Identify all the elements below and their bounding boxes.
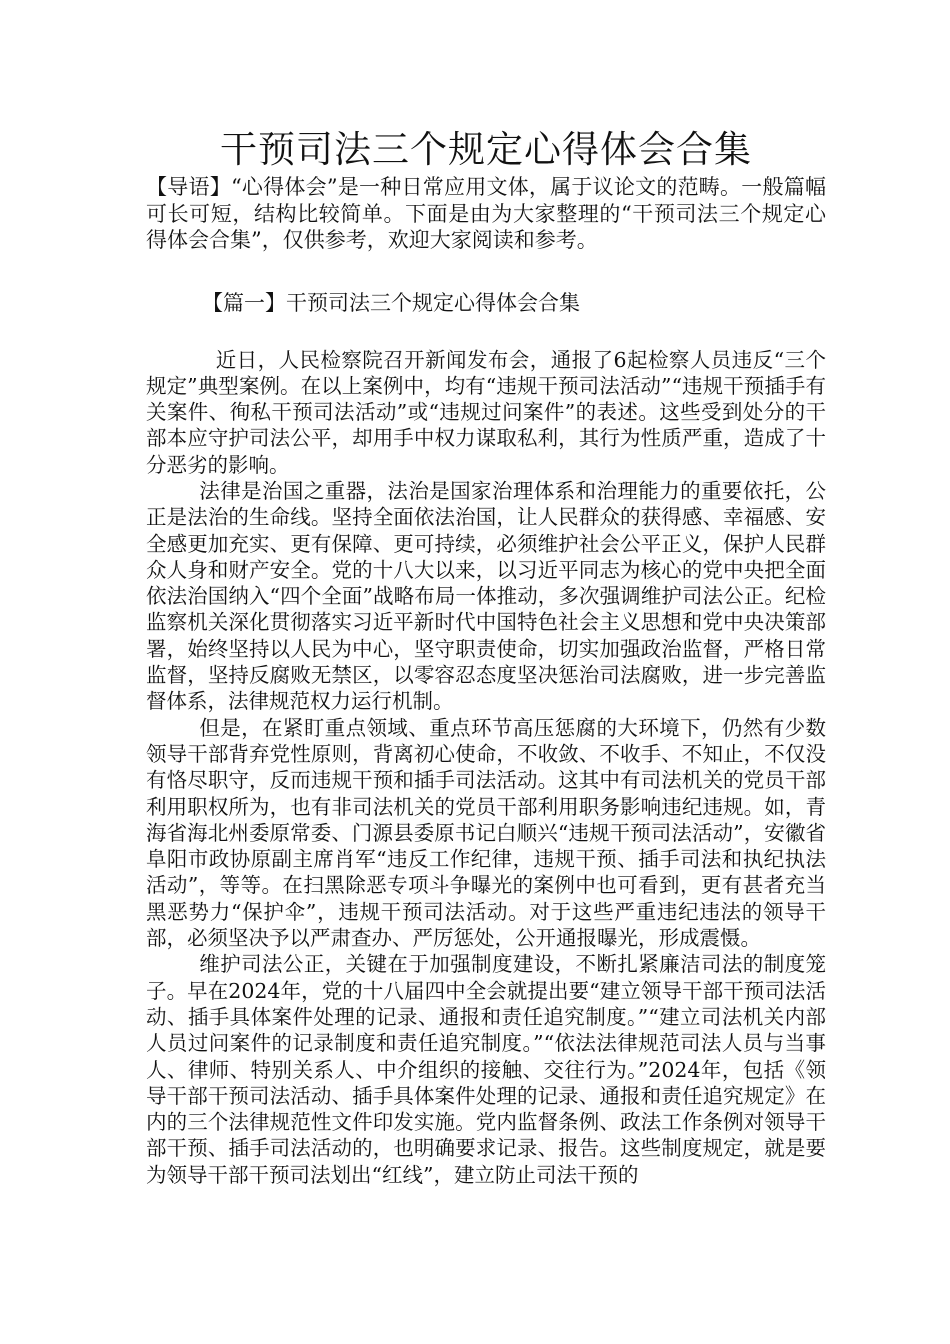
body-paragraph-1: 近日，人民检察院召开新闻发布会，通报了6起检察人员违反“三个规定”典型案例。在以上案例中，均有“违规干预司法活动”“违规干预插手有关案件、徇私干预司法活动”或“违规过问案件”的表述。这些受到处分的干部本应守护司法公平，却用手中权力谋取私利，其行为性质严重，造成了十分恶劣的影响。 (146, 347, 826, 477)
body-paragraph-3: 但是，在紧盯重点领域、重点环节高压惩腐的大环境下，仍然有少数领导干部背弃党性原则，背离初心使命，不收敛、不收手、不知止，不仅没有恪尽职守，反而违规干预和插手司法活动。这其中有司法机关的党员干部利用职权所为，也有非司法机关的党员干部利用职务影响违纪违规。如，青海省海北州委原常委、门源县委原书记白顺兴“违规干预司法活动”，安徽省阜阳市政协原副主席肖军“违反工作纪律，违规干预、插手司法和执纪执法活动”，等等。在扫黑除恶专项斗争曝光的案例中也可看到，更有甚者充当黑恶势力“保护伞”，违规干预司法活动。对于这些严重违纪违法的领导干部，必须坚决予以严肃查办、严厉惩处，公开通报曝光，形成震慑。 (146, 715, 826, 951)
intro-paragraph: 【导语】“心得体会”是一种日常应用文体，属于议论文的范畴。一般篇幅可长可短，结构比较简单。下面是由为大家整理的“干预司法三个规定心得体会合集”，仅供参考，欢迎大家阅读和参考。 (146, 175, 826, 252)
body-paragraph-2: 法律是治国之重器，法治是国家治理体系和治理能力的重要依托，公正是法治的生命线。坚持全面依法治国，让人民群众的获得感、幸福感、安全感更加充实、更有保障、更可持续，必须维护社会公平正义，保护人民群众人身和财产安全。党的十八大以来，以习近平同志为核心的党中央把全面依法治国纳入“四个全面”战略布局一体推动，多次强调维护司法公正。纪检监察机关深化贯彻落实习近平新时代中国特色社会主义思想和党中央决策部署，始终坚持以人民为中心，坚守职责使命，切实加强政治监督，严格日常监督，坚持反腐败无禁区，以零容忍态度坚决惩治司法腐败，进一步完善监督体系，法律规范权力运行机制。 (146, 478, 826, 714)
document-page (146, 128, 826, 1188)
section-heading: 【篇一】干预司法三个规定心得体会合集 (202, 290, 580, 315)
document-title: 干预司法三个规定心得体会合集 (220, 128, 752, 171)
body-paragraph-4: 维护司法公正，关键在于加强制度建设，不断扎紧廉洁司法的制度笼子。早在2024年，党的十八届四中全会就提出要“建立领导干部干预司法活动、插手具体案件处理的记录、通报和责任追究制度。”“建立司法机关内部人员过问案件的记录制度和责任追究制度。”“依法法律规范司法人员与当事人、律师、特别关系人、中介组织的接触、交往行为。”2024年，包括《领导干部干预司法活动、插手具体案件处理的记录、通报和责任追究规定》在内的三个法律规范性文件印发实施。党内监督条例、政法工作条例对领导干部干预、插手司法活动的，也明确要求记录、报告。这些制度规定，就是要为领导干部干预司法划出“红线”，建立防止司法干预的 (146, 952, 826, 1187)
